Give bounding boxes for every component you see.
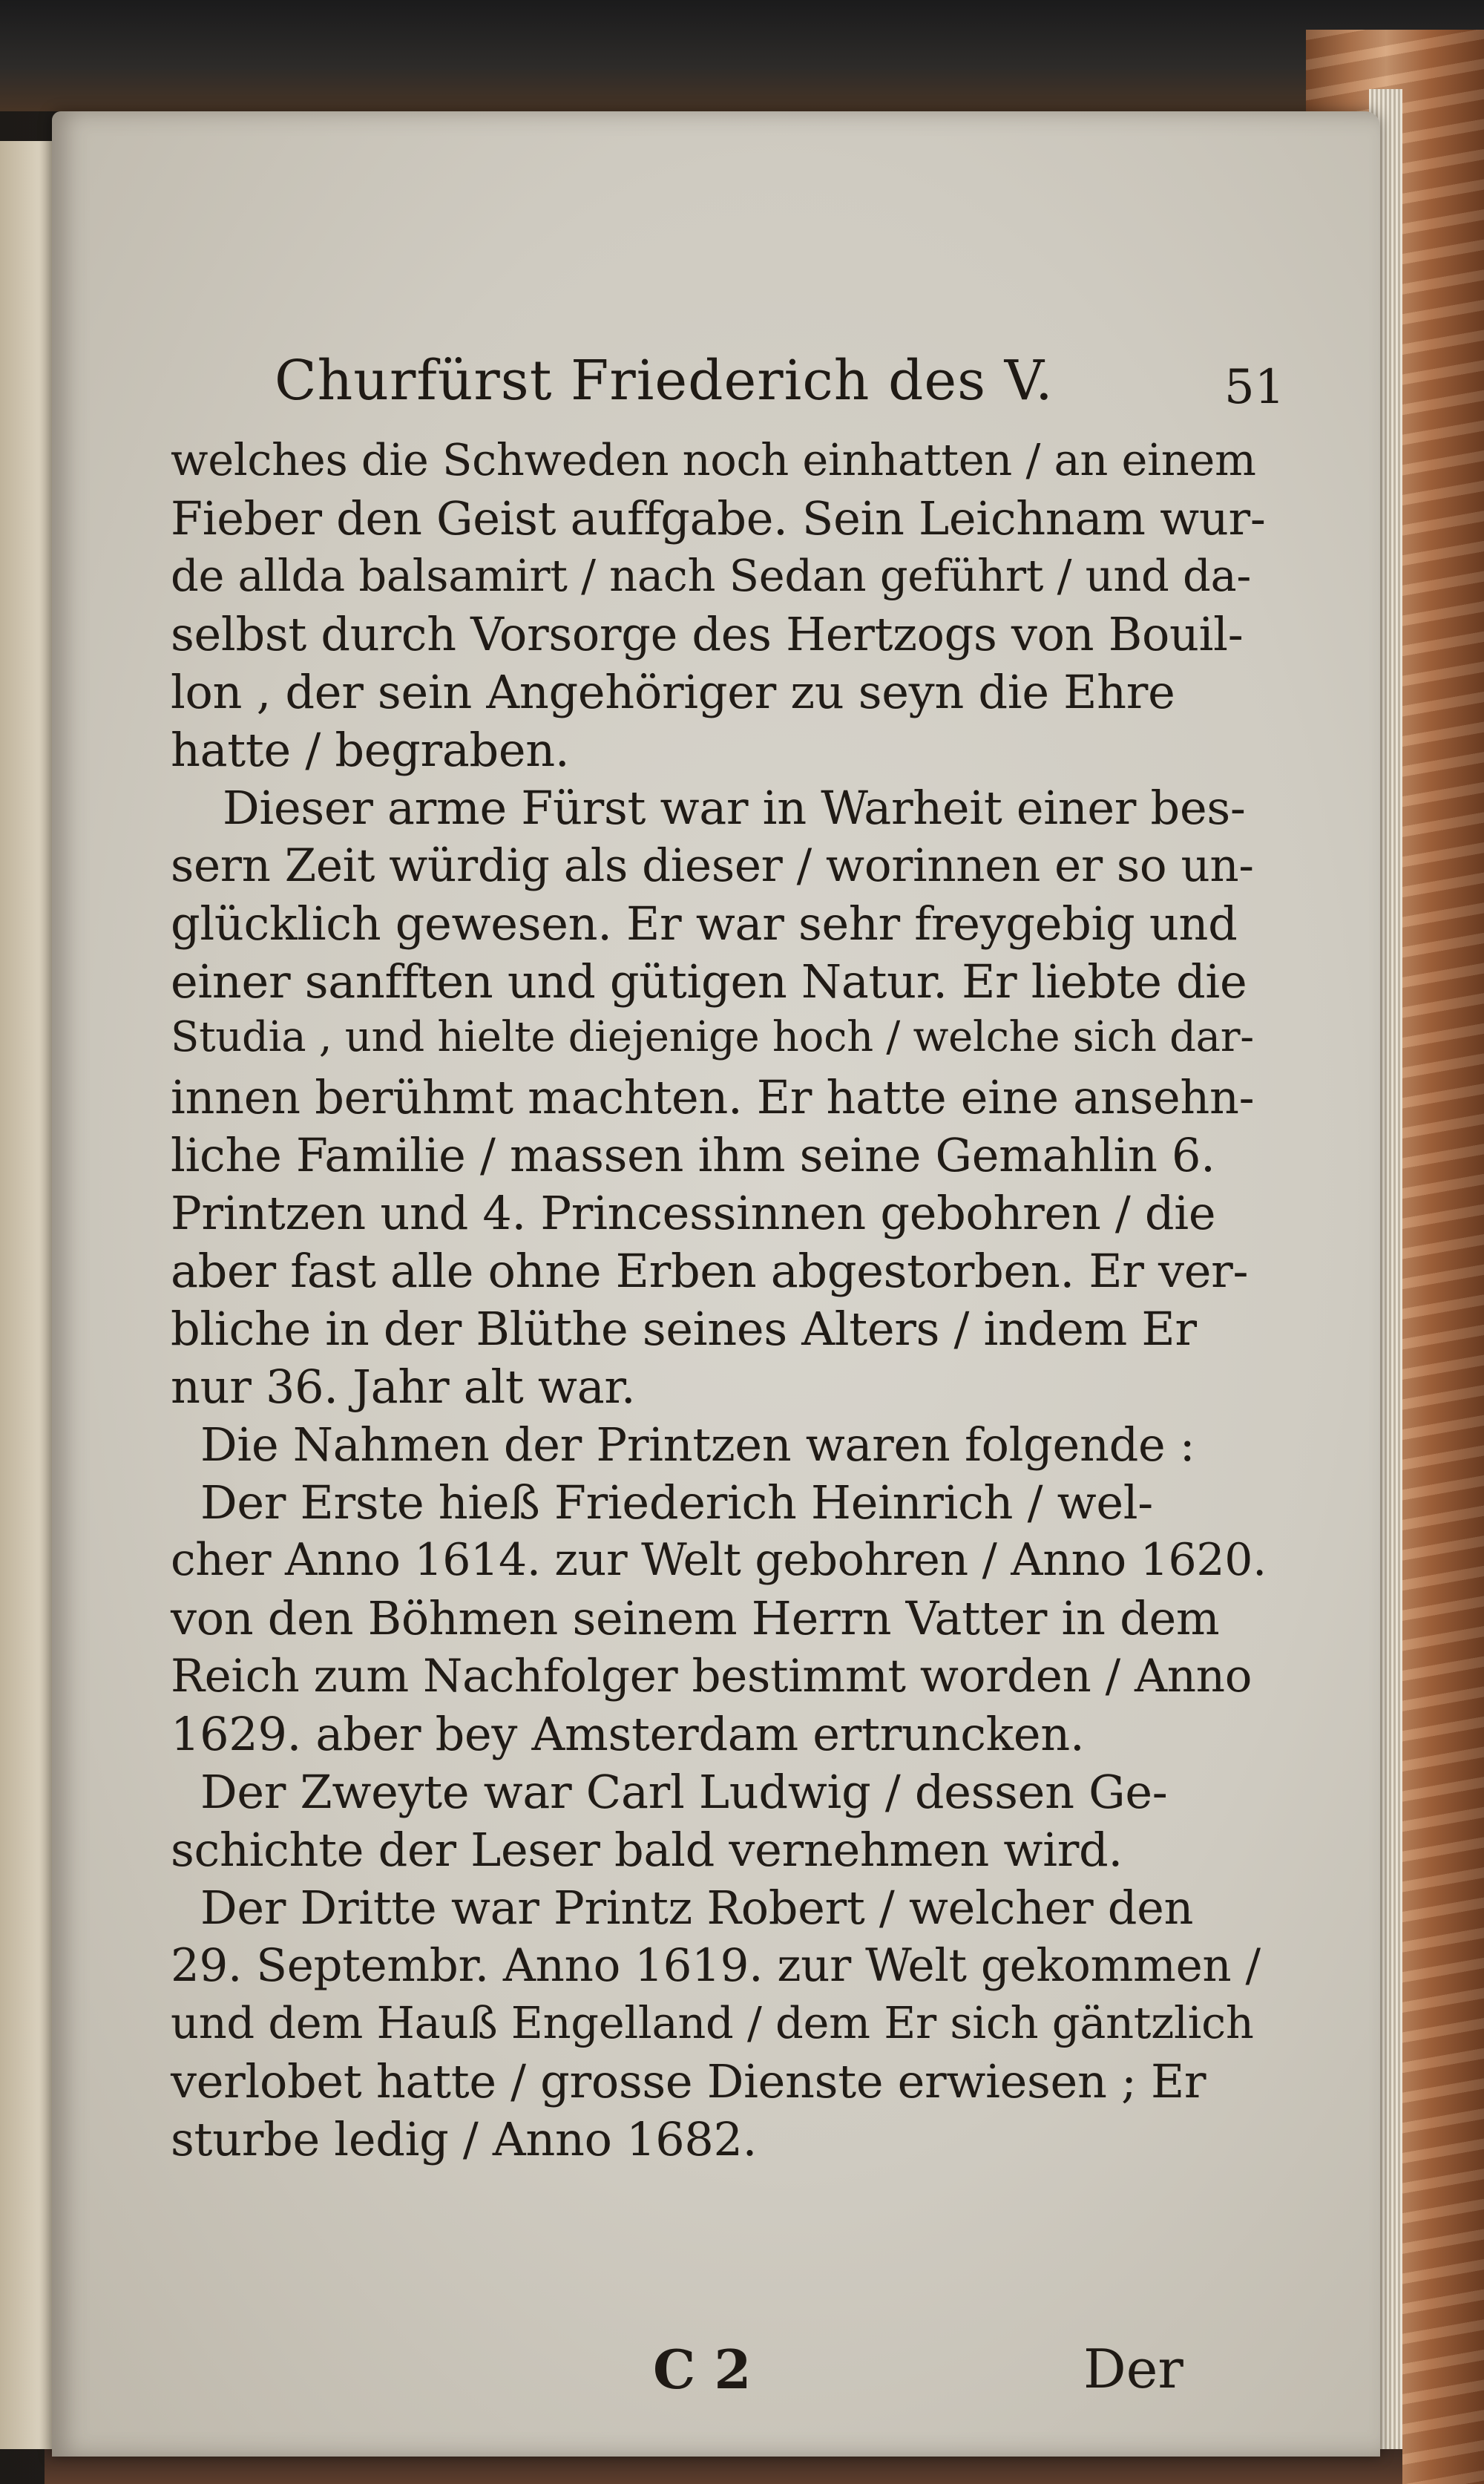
text-line: bliche in der Blüthe seines Alters / indem Er bbox=[171, 1302, 1197, 1356]
text-line: und dem Hauß Engelland / dem Er sich gäntzlich bbox=[171, 1997, 1254, 2048]
text-line: glücklich gewesen. Er war sehr freygebig und bbox=[171, 897, 1238, 951]
text-line: Reich zum Nachfolger bestimmt worden / Anno bbox=[171, 1650, 1252, 1703]
book-page bbox=[52, 111, 1380, 2457]
text-line: aber fast alle ohne Erben abgestorben. Er ver- bbox=[171, 1244, 1249, 1298]
catchword: Der bbox=[1083, 2338, 1183, 2400]
page-text-block bbox=[52, 111, 1380, 2457]
text-line: verlobet hatte / grosse Dienste erwiesen ; Er bbox=[171, 2054, 1206, 2108]
text-line: selbst durch Vorsorge des Hertzogs von Bouil- bbox=[171, 607, 1244, 661]
text-line: Printzen und 4. Princessinnen gebohren / die bbox=[171, 1186, 1216, 1240]
text-line: Der Erste hieß Friederich Heinrich / wel- bbox=[200, 1475, 1153, 1530]
running-head: Churfürst Friederich des V. bbox=[275, 349, 1054, 413]
text-line: welches die Schweden noch einhatten / an einem bbox=[171, 434, 1256, 485]
text-line: nur 36. Jahr alt war. bbox=[171, 1360, 636, 1414]
text-line: schichte der Leser bald vernehmen wird. bbox=[171, 1823, 1123, 1877]
text-line: einer sanfften und gütigen Natur. Er liebte die bbox=[171, 954, 1247, 1009]
text-line: sturbe ledig / Anno 1682. bbox=[171, 2112, 758, 2166]
text-line: cher Anno 1614. zur Welt gebohren / Anno 1620. bbox=[171, 1534, 1267, 1586]
text-line: Studia , und hielte diejenige hoch / welche sich dar- bbox=[171, 1013, 1254, 1061]
text-line: sern Zeit würdig als dieser / worinnen er so un- bbox=[171, 839, 1254, 892]
text-line: Die Nahmen der Printzen waren folgende : bbox=[200, 1418, 1195, 1472]
text-line: Der Dritte war Printz Robert / welcher den bbox=[200, 1881, 1194, 1935]
page-number: 51 bbox=[1224, 360, 1285, 415]
text-line: innen berühmt machten. Er hatte eine ansehn- bbox=[171, 1070, 1255, 1124]
text-line: lon , der sein Angehöriger zu seyn die Ehre bbox=[171, 665, 1175, 719]
text-line: Der Zweyte war Carl Ludwig / dessen Ge- bbox=[200, 1765, 1168, 1819]
book-top-binding bbox=[0, 0, 1484, 111]
text-line: de allda balsamirt / nach Sedan geführt / und da- bbox=[171, 550, 1251, 601]
signature-mark: C 2 bbox=[653, 2338, 752, 2401]
text-line: hatte / begraben. bbox=[171, 723, 570, 777]
text-line: Fieber den Geist auffgabe. Sein Leichnam wur- bbox=[171, 491, 1266, 545]
text-line: liche Familie / massen ihm seine Gemahlin 6. bbox=[171, 1128, 1215, 1182]
text-line: 1629. aber bey Amsterdam ertruncken. bbox=[171, 1707, 1085, 1761]
text-line: von den Böhmen seinem Herrn Vatter in dem bbox=[171, 1591, 1220, 1645]
text-line: 29. Septembr. Anno 1619. zur Welt gekommen / bbox=[171, 1939, 1261, 1992]
text-line: Dieser arme Fürst war in Warheit einer bes- bbox=[223, 781, 1246, 835]
